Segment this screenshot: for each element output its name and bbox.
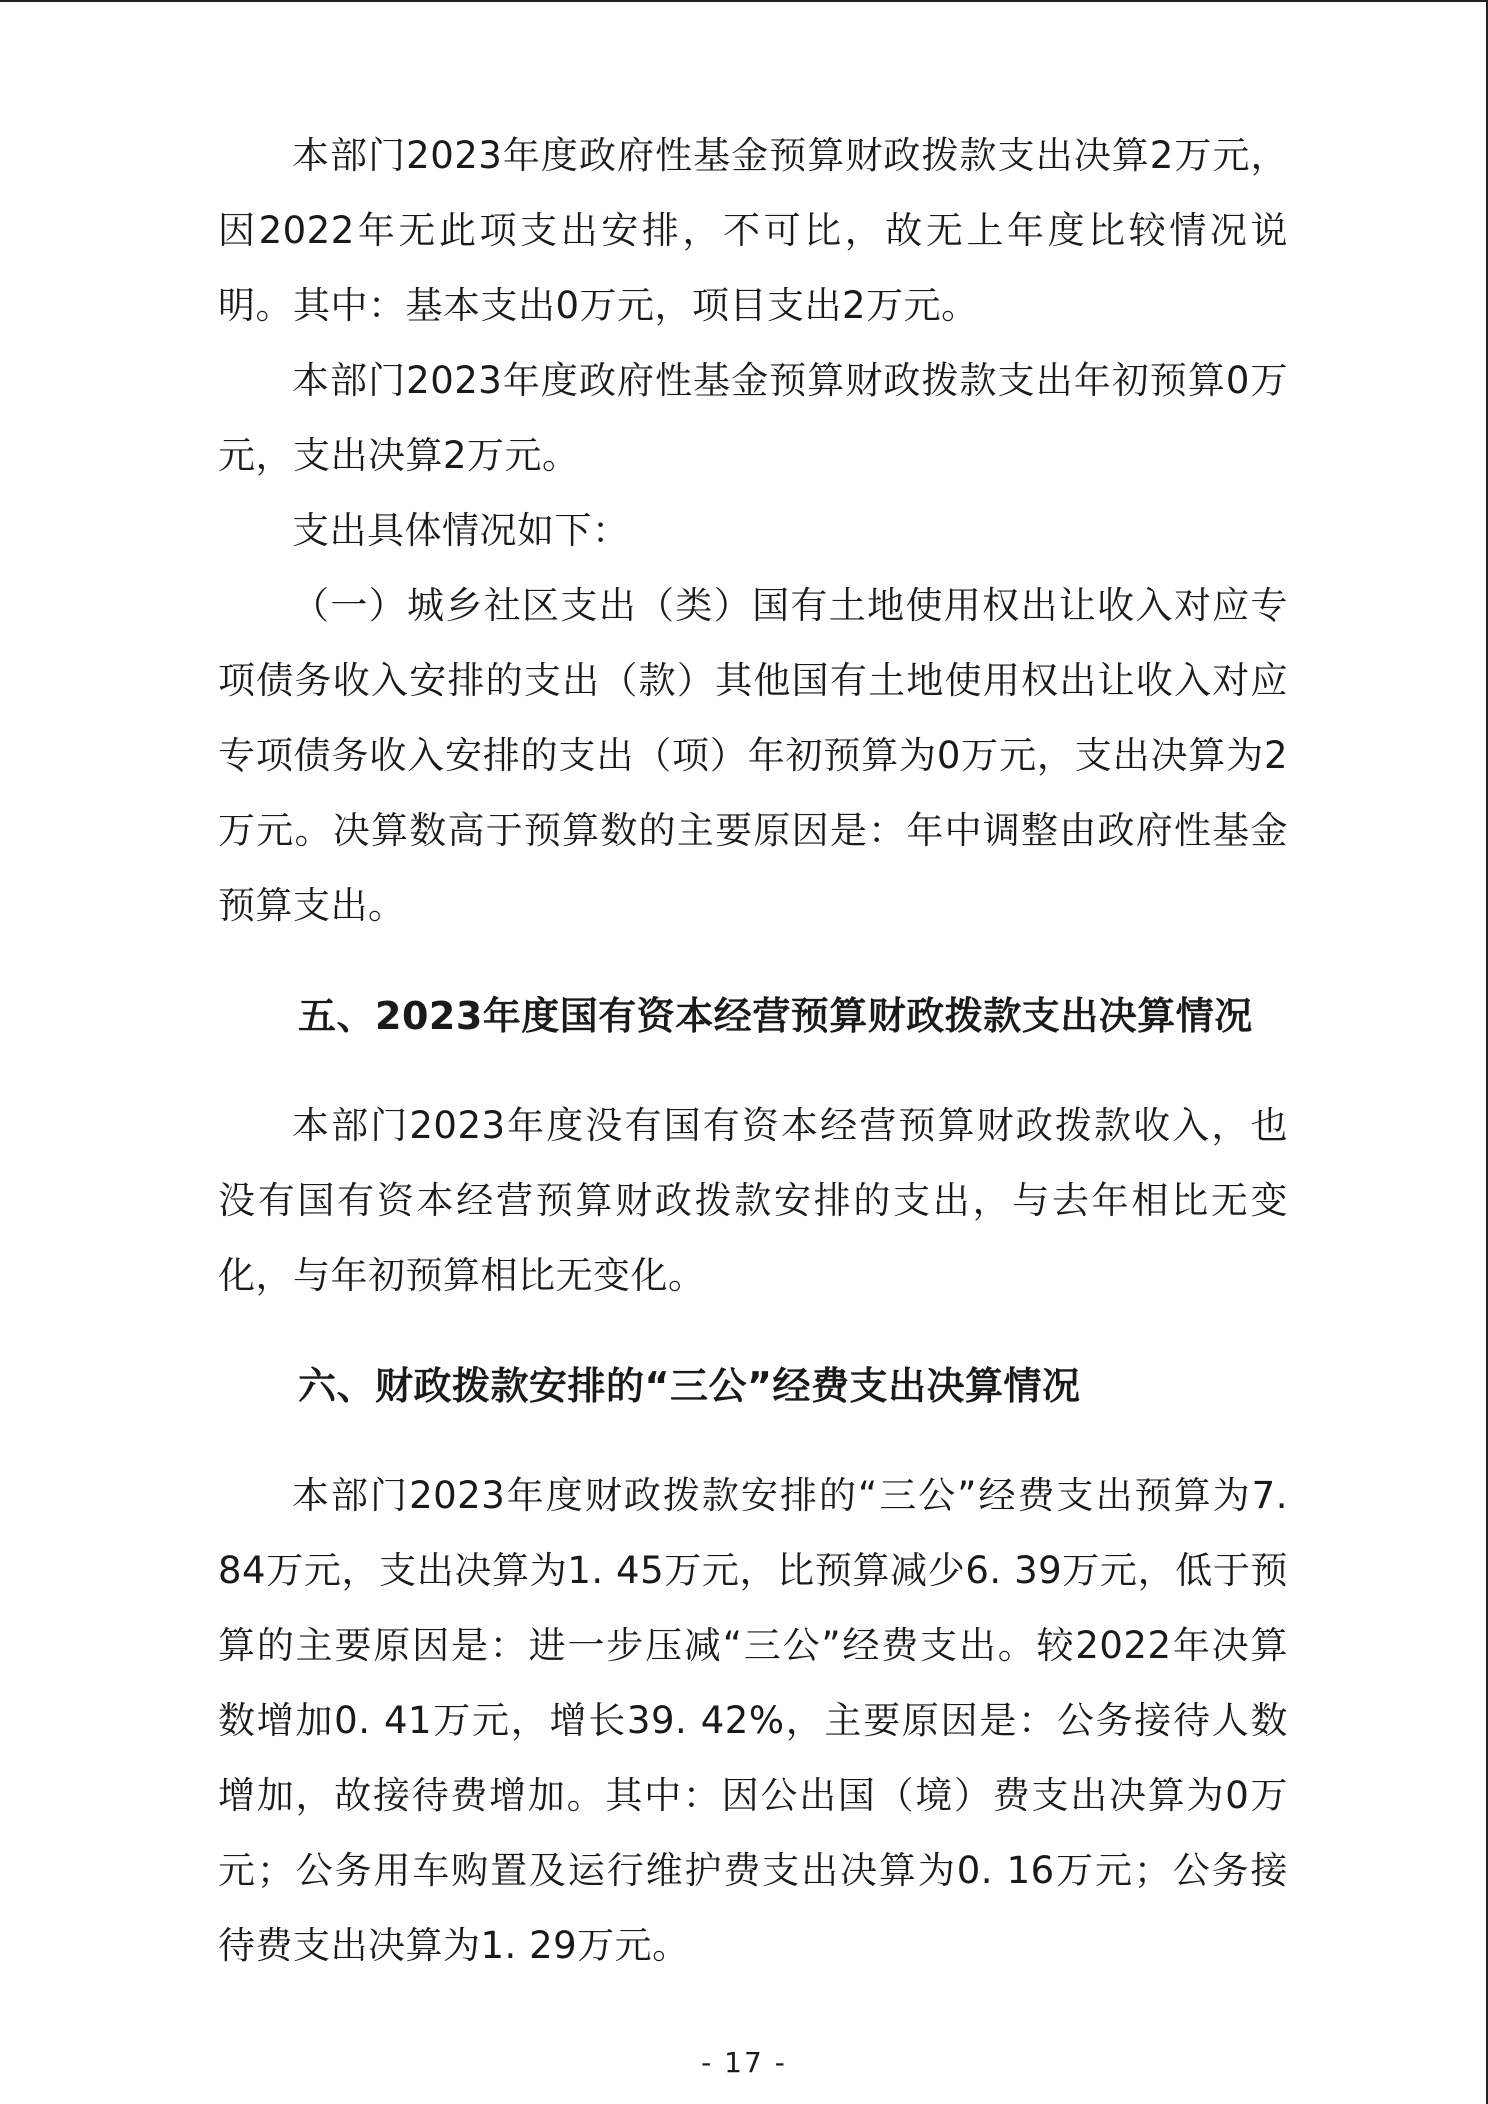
page-content	[218, 118, 1288, 1983]
paragraph-expenditure-intro: 支出具体情况如下：	[292, 509, 630, 552]
paragraph-urban-rural-expenditure: （一）城乡社区支出（类）国有土地使用权出让收入对应专项债务收入安排的支出（款）其他国有土地使用权出让收入对应专项债务收入安排的支出（项）年初预算为0万元，支出决算为2万元。决算数高于预算数的主要原因是：年中调整由政府性基金预算支出。	[218, 584, 1288, 927]
page-number: - 17 -	[701, 2046, 787, 2079]
paragraph-state-capital: 本部门2023年度没有国有资本经营预算财政拨款收入，也没有国有资本经营预算财政拨款安排的支出，与去年相比无变化，与年初预算相比无变化。	[218, 1104, 1288, 1297]
paragraph-gov-fund-budget: 本部门2023年度政府性基金预算财政拨款支出年初预算0万元，支出决算2万元。	[218, 359, 1288, 477]
paragraph-three-public: 本部门2023年度财政拨款安排的“三公”经费支出预算为7. 84万元，支出决算为1. 45万元，比预算减少6. 39万元，低于预算的主要原因是：进一步压减“三公”经费支出。较2022年决算数增加0. 41万元，增长39. 42%，主要原因是：公务接待人数增加，故接待费增加。其中：因公出国（境）费支出决算为0万元；公务用车购置及运行维护费支出决算为0. 16万元；公务接待费支出决算为1. 29万元。	[218, 1474, 1288, 1967]
section-heading-three-public: 六、财政拨款安排的“三公”经费支出决算情况	[298, 1364, 1081, 1408]
section-heading-state-capital: 五、2023年度国有资本经营预算财政拨款支出决算情况	[298, 994, 1253, 1038]
paragraph-gov-fund-total: 本部门2023年度政府性基金预算财政拨款支出决算2万元，因2022年无此项支出安排，不可比，故无上年度比较情况说明。其中：基本支出0万元，项目支出2万元。	[218, 134, 1288, 327]
